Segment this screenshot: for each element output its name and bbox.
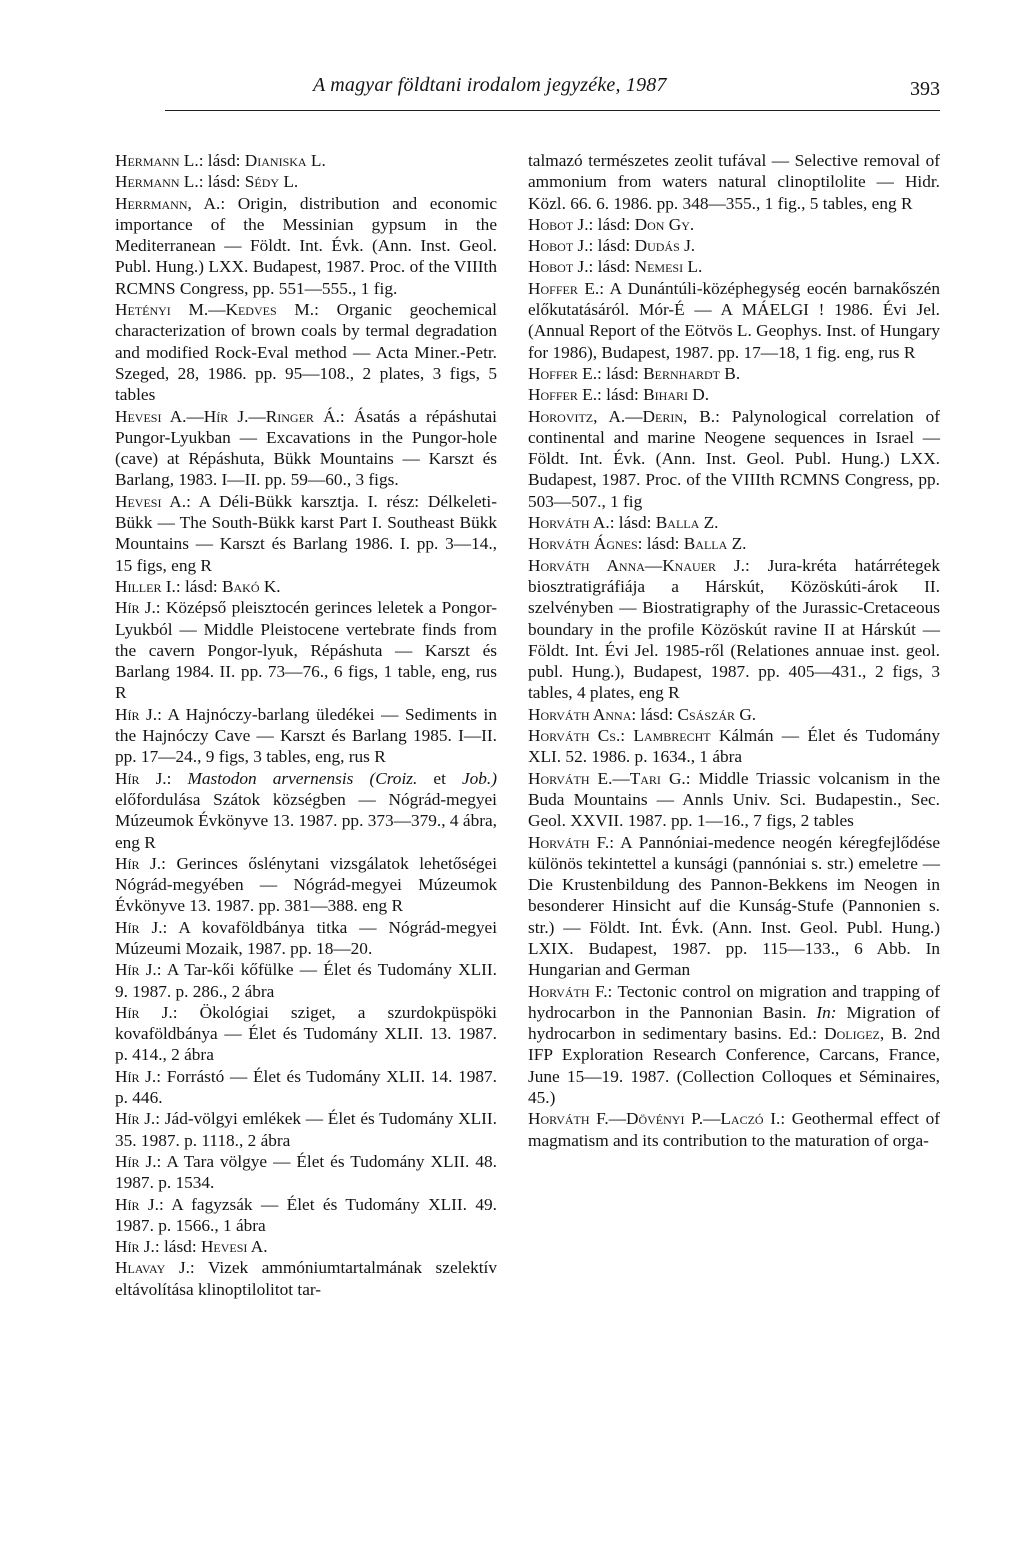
bibliography-entry: Hiller I.: lásd: Bakó K. — [115, 576, 281, 596]
left-column — [115, 150, 497, 1300]
bibliography-entry: Horváth F.: A Pannóniai-medence neogén kéregfejlődése különös tekintettel a kunsági (pannóniai s. str.) emeletre — Die Krustenbildung des Pannon-Bekkens im Neogen in besonderer Hinsicht auf die Kunság-Stufe (Pannonien s. str.) — Földt. Int. Évk. (Ann. Inst. Geol. Publ. Hung.) LXIX. Budapest, 1987. pp. 115—133., 6 Abb. In Hungarian and German — [528, 832, 940, 980]
bibliography-entry: Horváth F.—Dövényi P.—Laczó I.: Geothermal effect of magmatism and its contribution to the maturation of orga- — [528, 1109, 940, 1150]
bibliography-entry: Horváth Anna: lásd: Császár G. — [528, 704, 757, 724]
bibliography-entry: Hevesi A.: A Déli-Bükk karsztja. I. rész: Délkeleti-Bükk — The South-Bükk karst Part I. Southeast Bükk Mountains — Karszt és Barlang 1986. I. pp. 3—14., 15 figs, eng R — [115, 491, 497, 575]
bibliography-entry: Hír J.: A Tara völgye — Élet és Tudomány XLII. 48. 1987. p. 1534. — [115, 1151, 497, 1193]
bibliography-entry: Horváth A.: lásd: Balla Z. — [528, 513, 719, 533]
right-column — [528, 150, 940, 1151]
page-header — [165, 70, 940, 111]
bibliography-entry: talmazó természetes zeolit tufával — Selective removal of ammonium from waters natural clinoptilolite — Hidr. Közl. 66. 6. 1986. pp. 348—355., 1 fig., 5 tables, eng R — [528, 151, 940, 213]
bibliography-entry: Hír J.: Mastodon arvernensis (Croiz. et Job.) előfordulása Szátok községben — Nógrád-megyei Múzeumok Évkönyve 13. 1987. pp. 373—379., 4 ábra, eng R — [115, 768, 497, 852]
bibliography-entry: Hobot J.: lásd: Nemesi L. — [528, 257, 703, 277]
bibliography-entry: Hír J.: lásd: Hevesi A. — [115, 1237, 268, 1257]
bibliography-entry: Hír J.: A fagyzsák — Élet és Tudomány XLII. 49. 1987. p. 1566., 1 ábra — [115, 1194, 497, 1235]
bibliography-entry: Hevesi A.—Hír J.—Ringer Á.: Ásatás a répáshutai Pungor-Lyukban — Excavations in the Pungor-hole (cave) at Répáshuta, Bükk Mountains — Karszt és Barlang, 1983. I—II. pp. 59—60., 3 figs. — [115, 406, 497, 490]
page-number: 393 — [910, 78, 940, 100]
bibliography-entry: Herrmann, A.: Origin, distribution and economic importance of the Messinian gypsum in the Mediterranean — Földt. Int. Évk. (Ann. Inst. Geol. Publ. Hung.) LXX. Budapest, 1987. Proc. of the VIIIth RCMNS Congress, pp. 551—555., 1 fig. — [115, 193, 497, 298]
bibliography-entry: Hermann L.: lásd: Sédy L. — [115, 172, 299, 192]
bibliography-entry: Horváth Cs.: Lambrecht Kálmán — Élet és Tudomány XLI. 52. 1986. p. 1634., 1 ábra — [528, 726, 941, 767]
bibliography-entry: Hír J.: A Hajnóczy-barlang üledékei — Sediments in the Hajnóczy Cave — Karszt és Barlang 1985. I—II. pp. 17—24., 9 figs, 3 tables, eng, rus R — [115, 704, 497, 767]
bibliography-entry: Hoffer E.: lásd: Bihari D. — [528, 385, 710, 405]
bibliography-entry: Horváth E.—Tari G.: Middle Triassic volcanism in the Buda Mountains — Annls Univ. Sci. Budapestin., Sec. Geol. XXVII. 1987. pp. 1—16., 7 figs, 2 tables — [528, 768, 940, 831]
bibliography-entry: Hír J.: A kovaföldbánya titka — Nógrád-megyei Múzeumi Mozaik, 1987. pp. 18—20. — [115, 917, 497, 958]
bibliography-entry: Hlavay J.: Vizek ammóniumtartalmának szelektív eltávolítása klinoptilolitot tar- — [115, 1258, 497, 1299]
bibliography-entry: Hír J.: Gerinces őslénytani vizsgálatok lehetőségei Nógrád-megyében — Nógrád-megyei Múzeumok Évkönyve 13. 1987. pp. 381—388. eng R — [115, 853, 497, 916]
bibliography-entry: Horváth F.: Tectonic control on migration and trapping of hydrocarbon in the Pannonian Basin. In: Migration of hydrocarbon in sedimentary basins. Ed.: Doligez, B. 2nd IFP Exploration Research Conference, Carcans, France, June 15—19. 1987. (Collection Colloques et Séminaires, 45.) — [528, 981, 940, 1108]
bibliography-entry: Hír J.: Ökológiai sziget, a szurdokpüspöki kovaföldbánya — Élet és Tudomány XLII. 13. 1987. p. 414., 2 ábra — [115, 1002, 497, 1065]
bibliography-entry: Hoffer E.: lásd: Bernhardt B. — [528, 363, 741, 383]
bibliography-entry: Hír J.: Középső pleisztocén gerinces leletek a Pongor-Lyukból — Middle Pleistocene vertebrate finds from the cavern Pongor-lyuk, Répáshuta — Karszt és Barlang 1984. II. pp. 73—76., 6 figs, 1 table, eng, rus R — [115, 598, 497, 703]
bibliography-entry: Hermann L.: lásd: Dianiska L. — [115, 151, 326, 170]
bibliography-entry: Horovitz, A.—Derin, B.: Palynological correlation of continental and marine Neogene sequences in Israel — Földt. Int. Évk. (Ann. Inst. Geol. Publ. Hung.) LXX. Budapest, 1987. Proc. of the VIIIth RCMNS Congress, pp. 503—507., 1 fig — [528, 406, 940, 511]
bibliography-entry: Horváth Anna—Knauer J.: Jura-kréta határrétegek biosztratigráfiája a Hárskút, Közöskúti-árok II. szelvényben — Biostratigraphy of the Jurassic-Cretaceous boundary in the profile Közöskút ravine II at Hárskút — Földt. Int. Évi Jel. 1985-ről (Relationes annuae inst. geol. publ. Hung.), Budapest, 1987. pp. 405—431., 2 figs, 3 tables, 4 plates, eng R — [528, 555, 940, 703]
bibliography-entry: Hobot J.: lásd: Don Gy. — [528, 214, 695, 234]
bibliography-entry: Hoffer E.: A Dunántúli-középhegység eocén barnakőszén előkutatásáról. Mór-É — A MÁELGI ! 1986. Évi Jel. (Annual Report of the Eötvös L. Geophys. Inst. of Hungary for 1986), Budapest, 1987. pp. 17—18, 1 fig. eng, rus R — [528, 278, 940, 362]
bibliography-entry: Hobot J.: lásd: Dudás J. — [528, 236, 696, 256]
bibliography-entry: Hetényi M.—Kedves M.: Organic geochemical characterization of brown coals by termal degradation and modified Rock-Eval method — Acta Miner.-Petr. Szeged, 28, 1986. pp. 95—108., 2 plates, 3 figs, 5 tables — [115, 300, 497, 405]
running-title: A magyar földtani irodalom jegyzéke, 1987 — [313, 74, 667, 96]
bibliography-entry: Hír J.: A Tar-kői kőfülke — Élet és Tudomány XLII. 9. 1987. p. 286., 2 ábra — [115, 960, 498, 1001]
bibliography-entry: Hír J.: Forrástó — Élet és Tudomány XLII. 14. 1987. p. 446. — [115, 1066, 497, 1108]
bibliography-entry: Hír J.: Jád-völgyi emlékek — Élet és Tudomány XLII. 35. 1987. p. 1118., 2 ábra — [115, 1109, 497, 1150]
bibliography-entry: Horváth Ágnes: lásd: Balla Z. — [528, 534, 747, 554]
